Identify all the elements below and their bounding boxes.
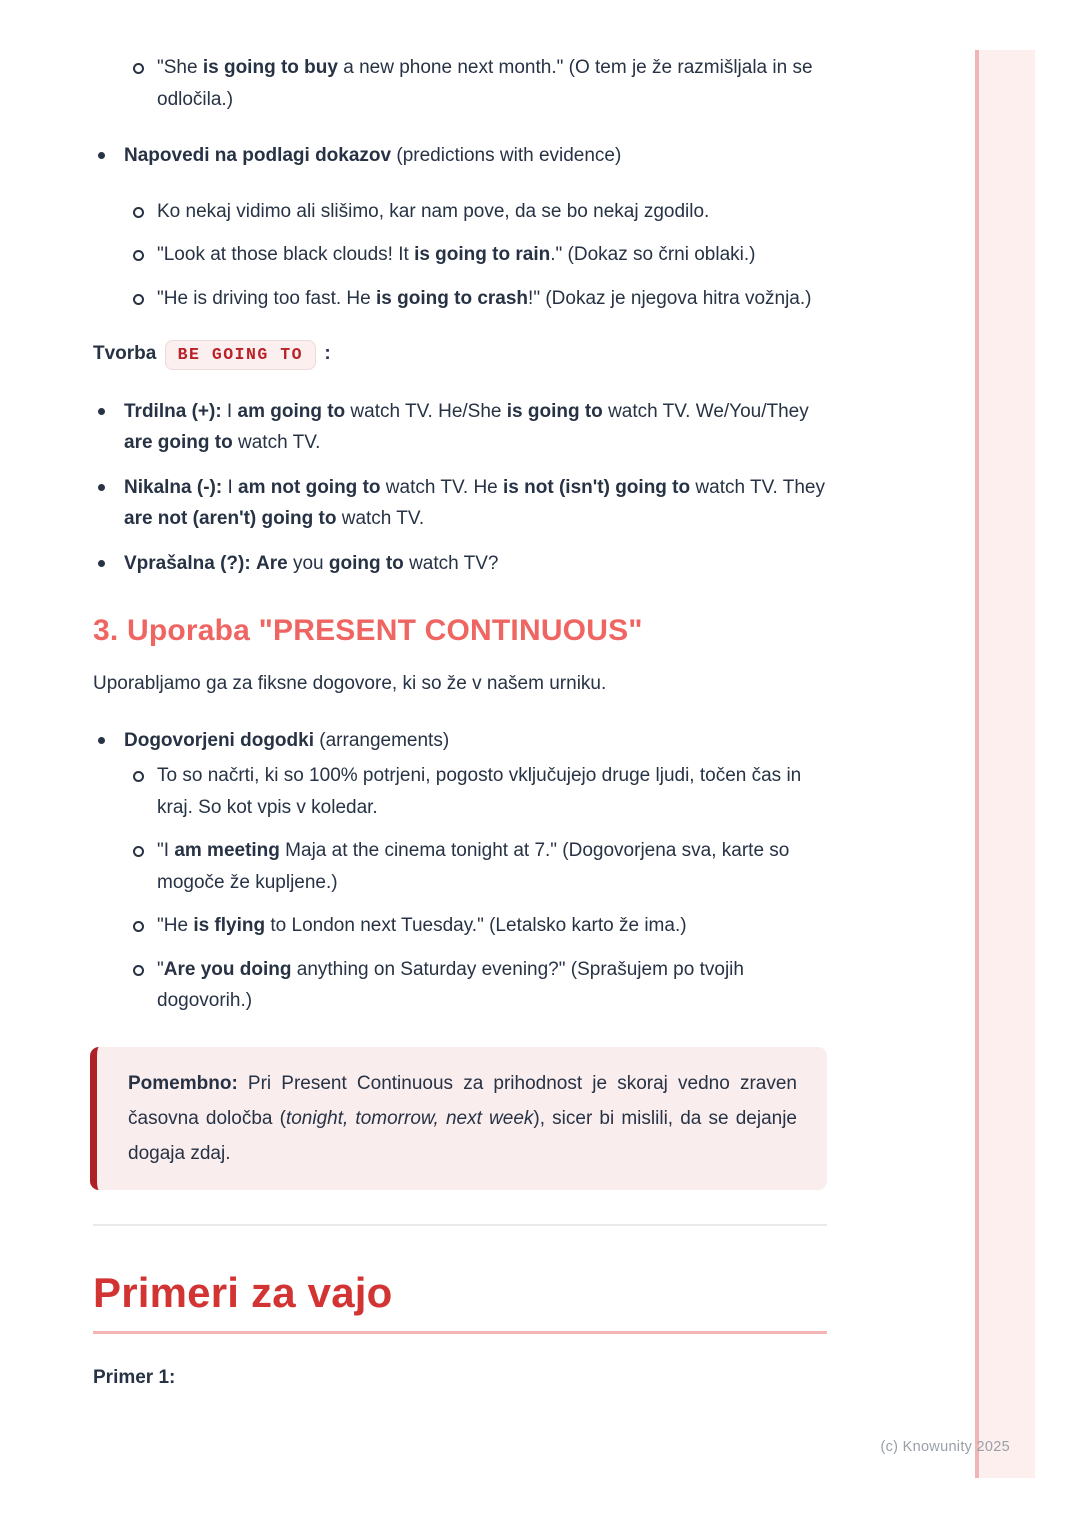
- text-segment: you: [287, 552, 329, 574]
- circle-bullet-icon: [133, 294, 144, 305]
- paragraph: [93, 668, 827, 700]
- list-item: [93, 472, 827, 535]
- text-segment: I: [222, 476, 239, 498]
- list-item: [93, 140, 827, 172]
- text-segment: !" (Dokaz je njegova hitra vožnja.): [528, 287, 812, 309]
- text-segment: ": [157, 958, 164, 980]
- bullet-icon: [98, 152, 105, 159]
- text-segment: am meeting: [174, 840, 280, 861]
- text-segment: are not (aren't) going to: [124, 508, 337, 529]
- text-segment: To so načrti, ki so 100% potrjeni, pogosto vključujejo druge ljudi, točen čas in kraj. So kot vpis v koledar.: [157, 765, 802, 818]
- sub-list-item: [93, 835, 827, 898]
- text-segment: to London next Tuesday." (Letalsko karto že ima.): [265, 915, 687, 936]
- text-segment: Maja at the cinema tonight at 7." (Dogovorjena sva, karte so mogoče že kupljene.): [157, 840, 790, 893]
- text-segment: is not (isn't) going to: [503, 476, 691, 498]
- paragraph: [93, 1362, 827, 1394]
- text-segment: is going to buy: [202, 57, 338, 78]
- text-segment: Vprašalna (?):: [124, 552, 251, 574]
- text-segment: "She: [157, 57, 203, 78]
- text-segment: going to: [328, 552, 404, 574]
- important-callout: [90, 1047, 827, 1190]
- sub-list-item: [93, 196, 827, 228]
- copyright-footer: (c) Knowunity 2025: [880, 1439, 1010, 1455]
- sub-list-item: [93, 283, 827, 315]
- bullet-icon: [98, 737, 105, 744]
- text-segment: Tvorba: [93, 343, 162, 364]
- text-segment: Pri Present Continuous za prihodnost je skoraj vedno zraven časovna določba (: [128, 1072, 797, 1129]
- text-segment: watch TV. They: [690, 476, 825, 498]
- circle-bullet-icon: [133, 921, 144, 932]
- text-segment: a new phone next month." (O tem je že razmišljala in se odločila.): [157, 57, 813, 110]
- circle-bullet-icon: [133, 965, 144, 976]
- text-segment: am not going to: [238, 476, 381, 498]
- text-segment: Trdilna (+):: [124, 400, 222, 422]
- circle-bullet-icon: [133, 771, 144, 782]
- text-segment: watch TV?: [403, 552, 499, 574]
- list-item: [93, 548, 827, 580]
- text-segment: :: [319, 343, 331, 364]
- circle-bullet-icon: [133, 207, 144, 218]
- text-segment: watch TV.: [336, 508, 425, 529]
- text-segment: are going to: [124, 432, 233, 453]
- text-segment: (arrangements): [314, 729, 450, 751]
- text-segment: I: [221, 400, 238, 422]
- text-segment: "I: [157, 840, 175, 861]
- circle-bullet-icon: [133, 250, 144, 261]
- text-segment: anything on Saturday evening?" (Sprašujem po tvojih dogovorih.): [157, 958, 744, 1011]
- sub-list-item: [93, 760, 827, 823]
- text-segment: Uporabljamo ga za fiksne dogovore, ki so že v našem urniku.: [93, 673, 607, 694]
- text-segment: tonight, tomorrow, next week: [285, 1107, 534, 1129]
- circle-bullet-icon: [133, 846, 144, 857]
- formation-line: [93, 338, 827, 371]
- list-item: [93, 396, 827, 459]
- bullet-icon: [98, 484, 105, 491]
- text-segment: is flying: [193, 915, 266, 936]
- sub-list-item: [93, 239, 827, 271]
- decorative-side-band: [975, 50, 1035, 1478]
- code-badge: BE GOING TO: [165, 340, 316, 370]
- text-segment: is going to: [506, 400, 603, 422]
- text-segment: Nikalna (-):: [124, 476, 223, 498]
- text-segment: is going to crash: [376, 287, 529, 309]
- text-segment: "He: [157, 915, 194, 936]
- list-item: [93, 725, 827, 757]
- text-segment: 3. Uporaba "PRESENT CONTINUOUS": [93, 614, 643, 647]
- bullet-icon: [98, 560, 105, 567]
- text-segment: is going to rain: [414, 244, 551, 265]
- text-segment: Pomembno:: [128, 1072, 238, 1094]
- text-segment: am going to: [237, 400, 346, 422]
- text-segment: Ko nekaj vidimo ali slišimo, kar nam pove, da se bo nekaj zgodilo.: [157, 200, 710, 222]
- text-segment: watch TV. He/She: [345, 400, 507, 422]
- text-segment: watch TV. We/You/They: [602, 400, 809, 422]
- text-segment: Primer 1:: [93, 1366, 176, 1388]
- text-segment: watch TV. He: [380, 476, 504, 498]
- document-content: [93, 0, 827, 1393]
- text-segment: Primeri za vajo: [93, 1268, 393, 1316]
- text-segment: Are: [255, 552, 288, 574]
- section-heading: [93, 612, 827, 650]
- text-segment: Dogovorjeni dogodki: [124, 729, 314, 751]
- page-title: [93, 1268, 827, 1334]
- text-segment: (predictions with evidence): [391, 145, 622, 166]
- section-divider: [93, 1224, 827, 1226]
- text-segment: Napovedi na podlagi dokazov: [124, 145, 392, 166]
- text-segment: watch TV.: [232, 432, 321, 453]
- sub-list-item: [93, 954, 827, 1017]
- sub-list-item: [93, 52, 827, 115]
- text-segment: "He is driving too fast. He: [157, 287, 377, 309]
- bullet-icon: [98, 408, 105, 415]
- text-segment: "Look at those black clouds! It: [157, 244, 415, 265]
- sub-list-item: [93, 910, 827, 942]
- circle-bullet-icon: [133, 63, 144, 74]
- text-segment: ." (Dokaz so črni oblaki.): [550, 244, 756, 265]
- text-segment: ), sicer bi mislili, da se dejanje dogaja zdaj.: [128, 1107, 797, 1164]
- text-segment: Are you doing: [163, 958, 292, 980]
